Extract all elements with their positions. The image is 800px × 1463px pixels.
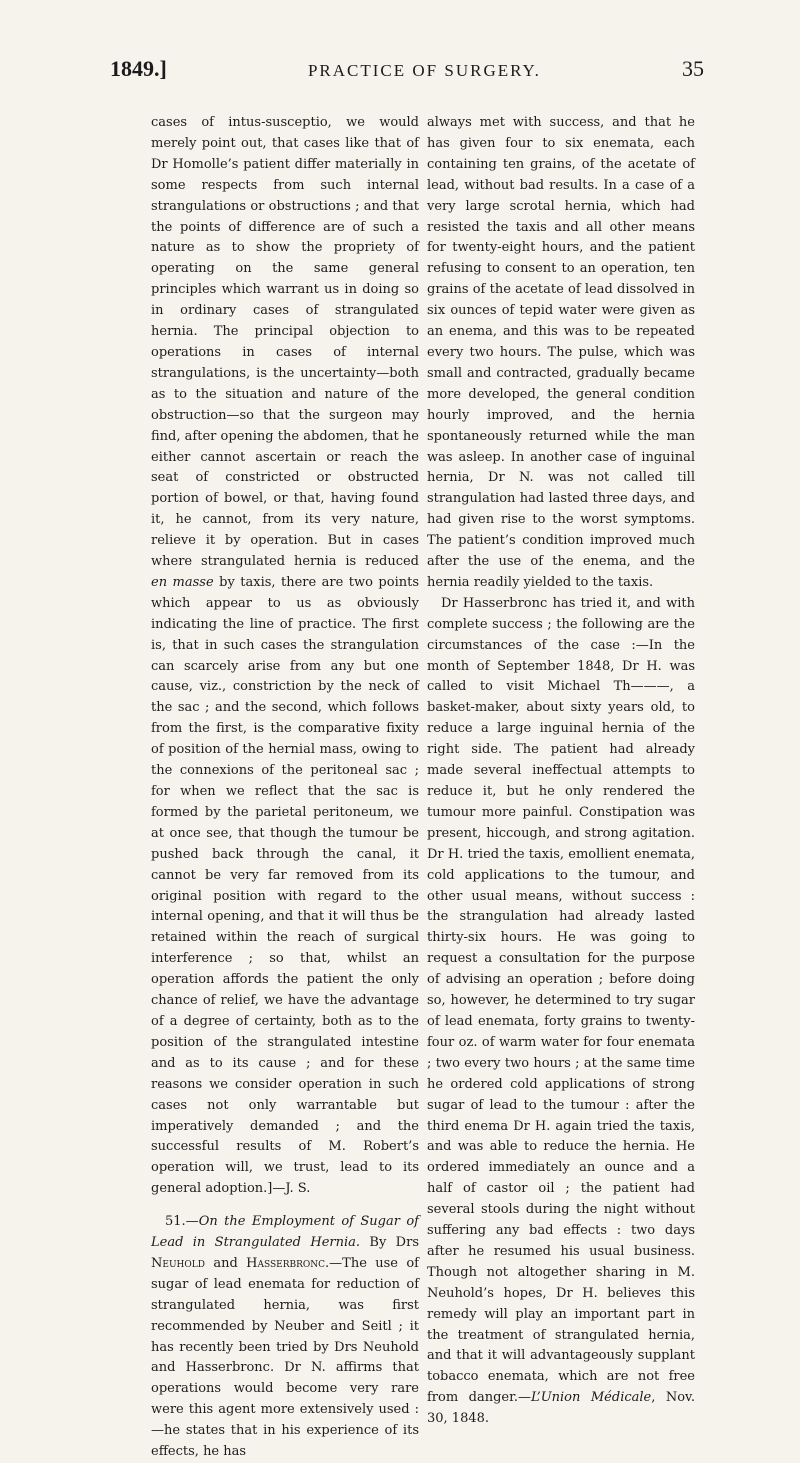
paragraph-text: .—The use of sugar of lead enemata for reduction of strangulated hernia, was first recommended by Neuber and Seitl ; it has recently been tried by Drs Neuhold and Hasserbronc. Dr N. affirms that operations would become very rare were this agent more extensively used :—he states that in his experience of its effects, he has [151,1255,419,1460]
byline-text: and [204,1255,247,1271]
page-number: 35 [682,56,704,81]
source-date: , Nov. 30, 1848. [427,1390,695,1427]
paragraph [151,113,419,1200]
paragraph-text: Dr Hasserbronc has tried it, and with complete success ; the following are the circumstances of the case :—In the month of September 1848, Dr H. was called to visit Michael Th———, a basket-maker, about sixty years old, to reduce a large inguinal hernia of the right side. The patient had already made several ineffectual attempts to reduce it, but he only rendered the tumour more painful. Constipation was present, hiccough, and strong agitation. Dr H. tried the taxis, emollient enemata, cold applications to the tumour, and other usual means, without success : the strangulation had already lasted thirty-six hours. He was going to request a consultation for the purpose of advising an operation ; before doing so, however, he determined to try sugar of lead enemata, forty grains to twenty-four oz. of warm water for four enemata ; two every two hours ; at the same time he ordered cold applications of strong sugar of lead to the tumour : after the third enema Dr H. again tried the taxis, and was able to reduce the hernia. He ordered immediately an ounce and a half of castor oil ; the patient had several stools during the night without suffering any bad effects : two days after he resumed his usual business. Though not altogether sharing in M. Neuhold’s hopes, Dr H. believes this remedy will play an important part in the treatment of strangulated hernia, and that it will advantageously supplant tobacco enemata, which are not free from danger.— [427,595,695,1406]
header-year: 1849.] [110,56,167,81]
paragraph-text: cases of intus-susceptio, we would merely point out, that cases like that of Dr Homolle’s patient differ materially in some respects from such internal strangulations or obstructions ; and that the points of difference are of such a nature as to show the propriety of operating on the same general principles which warrant us in doing so in ordinary cases of strangulated hernia. The principal objection to operations in cases of internal strangulations, is the uncertainty—both as to the situation and nature of the obstruction—so that the surgeon may find, after opening the abdomen, that he either cannot ascertain or reach the seat of constricted or obstructed portion of bowel, or that, having found it, he cannot, from its very nature, relieve it by operation. But in cases where strangulated hernia is reduced [151,115,419,570]
right-column [427,113,695,1430]
italic-phrase: en masse [151,574,214,590]
header-title: PRACTICE OF SURGERY. [307,61,541,80]
paragraph [427,594,695,1430]
running-header [110,56,704,86]
source-citation: L’Union Médicale [531,1390,652,1406]
author-name: Hasserbronc [246,1255,326,1271]
author-name: Neuhold [151,1255,205,1271]
paragraph-text: always met with success, and that he has given four to six enemata, each containing ten grains, of the acetate of lead, without bad results. In a case of a very large scrotal hernia, which had resisted the taxis and all other means for twenty-eight hours, and the patient refusing to consent to an operation, ten grains of the acetate of lead dissolved in six ounces of tepid water were given as an enema, and this was to be repeated every two hours. The pulse, which was small and contracted, gradually became more developed, the general condition hourly improved, and the hernia spontaneously returned while the man was asleep. In another case of inguinal hernia, Dr N. was not called till strangulation had lasted three days, and had given rise to the worst symptoms. The patient’s condition improved much after the use of the enema, and the hernia readily yielded to the taxis. [427,115,695,590]
byline-text: By Drs [360,1235,419,1251]
paragraph-text: by taxis, there are two points which appear to us as obviously indicating the line of practice. The first is, that in such cases the strangulation can scarcely arise from any but one cause, viz., constriction by the neck of the sac ; and the second, which follows from the first, is the comparative fixity of position of the hernial mass, owing to the connexions of the peritoneal sac ; for when we reflect that the sac is formed by the parietal peritoneum, we at once see, that though the tumour be pushed back through the canal, it cannot be very far removed from its original position with regard to the internal opening, and that it will thus be retained within the reach of surgical interference ; so that, whilst an operation affords the patient the only chance of relief, we have the advantage of a degree of certainty, both as to the position of the strangulated intestine and as to its cause ; and for these reasons we consider operation in such cases not only warrantable but imperatively demanded ; and the successful results of M. Robert’s operation will, we trust, lead to its general adoption.]—J. S. [151,574,420,1197]
article-number: 51.— [165,1214,199,1230]
article-paragraph [151,1212,419,1463]
article-title: On the Employment of Sugar of Lead in Strangulated Hernia. [151,1214,419,1251]
paragraph [427,113,695,594]
left-column [151,113,419,1463]
